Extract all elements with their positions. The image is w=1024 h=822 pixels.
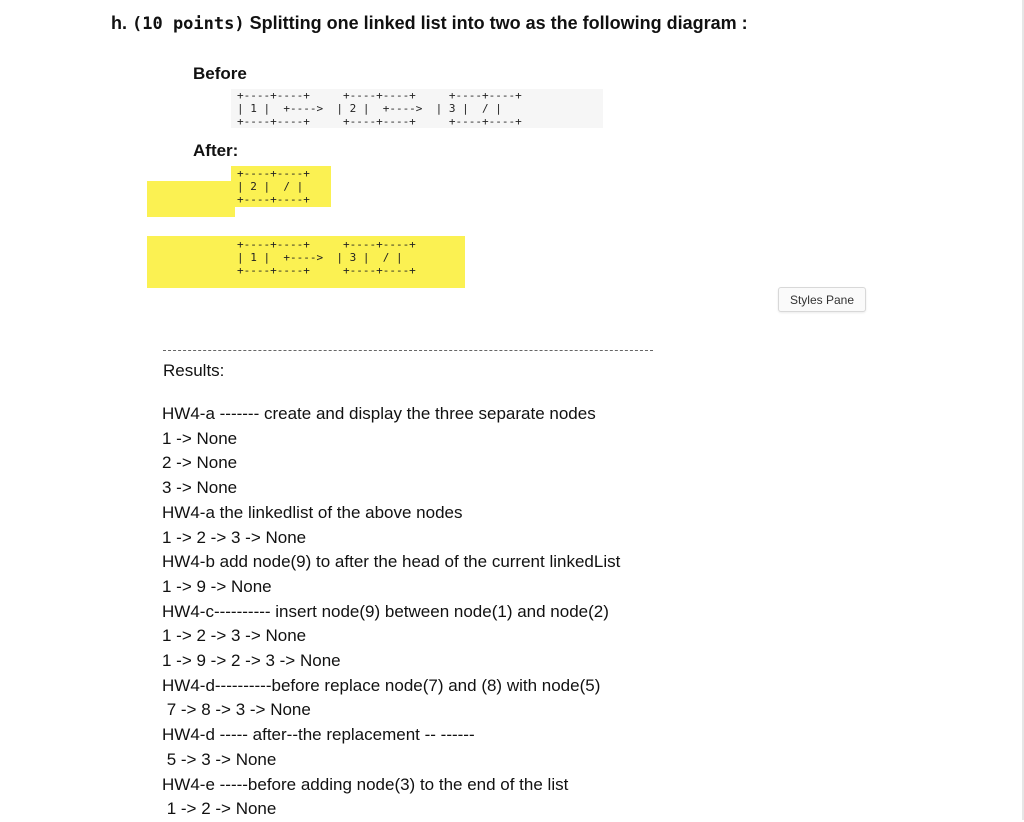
after-diagram-list-one: +----+----+ +----+----+ | 1 | +----> | 3 | / | +----+----+ +----+----+ <box>231 236 465 288</box>
results-line: 3 -> None <box>162 478 238 498</box>
results-line: 2 -> None <box>162 453 238 473</box>
before-label: Before <box>193 64 247 83</box>
results-line: HW4-d ----- after--the replacement -- ------ <box>162 725 475 745</box>
results-label: Results: <box>163 361 225 380</box>
after-label: After: <box>193 141 239 160</box>
results-line: HW4-c---------- insert node(9) between node(1) and node(2) <box>162 601 609 621</box>
results-line: HW4-a the linkedlist of the above nodes <box>162 502 463 522</box>
heading-points: (10 points) <box>132 14 245 34</box>
heading-text: Splitting one linked list into two as the following diagram : <box>244 13 748 33</box>
styles-pane-button[interactable]: Styles Pane <box>778 287 866 312</box>
results-line: HW4-d----------before replace node(7) and (8) with node(5) <box>162 675 601 695</box>
before-diagram: +----+----+ +----+----+ +----+----+ | 1 | +----> | 2 | +----> | 3 | / | +----+----+ +----+----+ +----+----+ <box>231 89 603 128</box>
heading-prefix: h. <box>111 13 132 33</box>
results-line: 1 -> 2 -> 3 -> None <box>162 527 307 547</box>
results-line: 1 -> 9 -> None <box>162 576 272 596</box>
results-line: HW4-b add node(9) to after the head of the current linkedList <box>162 552 621 572</box>
results-list <box>162 402 620 822</box>
results-line: HW4-e -----before adding node(3) to the end of the list <box>162 774 569 794</box>
results-line: 5 -> 3 -> None <box>162 749 277 769</box>
results-line: 1 -> None <box>162 428 238 448</box>
after-diagram-list-two: +----+----+ | 2 | / | +----+----+ <box>231 166 331 207</box>
question-heading <box>111 13 748 34</box>
results-line: 1 -> 2 -> 3 -> None <box>162 626 307 646</box>
highlight-strip <box>147 181 235 217</box>
results-line: 1 -> 9 -> 2 -> 3 -> None <box>162 651 341 671</box>
dashed-divider <box>163 350 653 351</box>
results-line: 1 -> 2 -> None <box>162 799 277 819</box>
results-line: 7 -> 8 -> 3 -> None <box>162 700 311 720</box>
results-line: HW4-a ------- create and display the three separate nodes <box>162 404 596 423</box>
highlight-strip-lower <box>147 236 235 288</box>
